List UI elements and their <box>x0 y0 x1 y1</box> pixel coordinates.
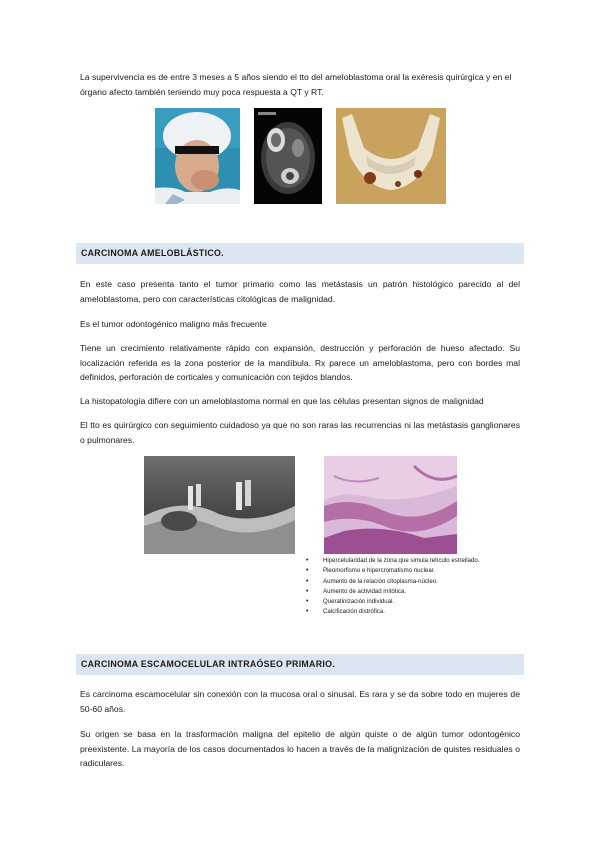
mandible-specimen-image <box>336 108 446 204</box>
bullet-item: • Hipercelularidad de la zona que simula retículo estrellado. <box>306 556 480 566</box>
histology-bullet-list <box>306 556 480 618</box>
radiograph-image <box>144 456 295 554</box>
section-heading-carcinoma-ameloblastico: CARCINOMA AMELOBLÁSTICO. <box>76 243 524 264</box>
bullet-item: • Aumento de actividad mitótica. <box>306 587 480 597</box>
section2-paragraph-1: Es carcinoma escamocelular sin conexión con la mucosa oral o sinusal. Es rara y se da sobre todo en mujeres de 50-60 años. <box>80 689 520 714</box>
bullet-item: • Calcificación distrófica. <box>306 607 480 617</box>
section-heading-carcinoma-escamocelular: CARCINOMA ESCAMOCELULAR INTRAÓSEO PRIMARIO. <box>76 654 524 675</box>
section1-paragraph-4: La histopatología difiere con un ameloblastoma normal en que las células presentan signos de malignidad <box>80 396 484 406</box>
bullet-item: • Pleomorfismo e hipercromatismo nuclear. <box>306 566 480 576</box>
section1-paragraph-3: Tiene un crecimiento relativamente rápido con expansión, destrucción y perforación de hueso afectado. Su localización referida es la zona posterior de la mandíbula. Rx parece un ameloblastoma, pero con bordes mal definidos, perforación de corticales y comunicación con tejidos blandos. <box>80 343 520 382</box>
intro-paragraph: La supervivencia es de entre 3 meses a 5 años siendo el tto del ameloblastoma oral la exéresis quirúrgica y en el órgano afecto también teniendo muy poca respuesta a QT y RT. <box>80 72 512 97</box>
section1-paragraph-5: El tto es quirúrgico con seguimiento cuidadoso ya que no son raras las recurrencias ni las metástasis ganglionares o pulmonares. <box>80 420 520 445</box>
bullet-item: • Queratinización individual. <box>306 597 480 607</box>
bullet-item: • Aumento de la relación citoplasma-núcleo. <box>306 577 480 587</box>
section1-paragraph-2: Es el tumor odontogénico maligno más frecuente <box>80 319 267 329</box>
patient-photo <box>155 108 240 204</box>
ct-scan-image <box>254 108 322 204</box>
histology-image <box>324 456 457 554</box>
section2-paragraph-2: Su origen se basa en la trasformación maligna del epitelio de algún quiste o de algún tumor odontogénico preexistente. La mayoría de los casos documentados lo hacen a través de la malignización de quistes residuales o radiculares. <box>80 729 520 768</box>
section1-paragraph-1: En este caso presenta tanto el tumor primario como las metástasis un patrón histológico parecido al del ameloblastoma, pero con características citológicas de malignidad. <box>80 279 520 304</box>
